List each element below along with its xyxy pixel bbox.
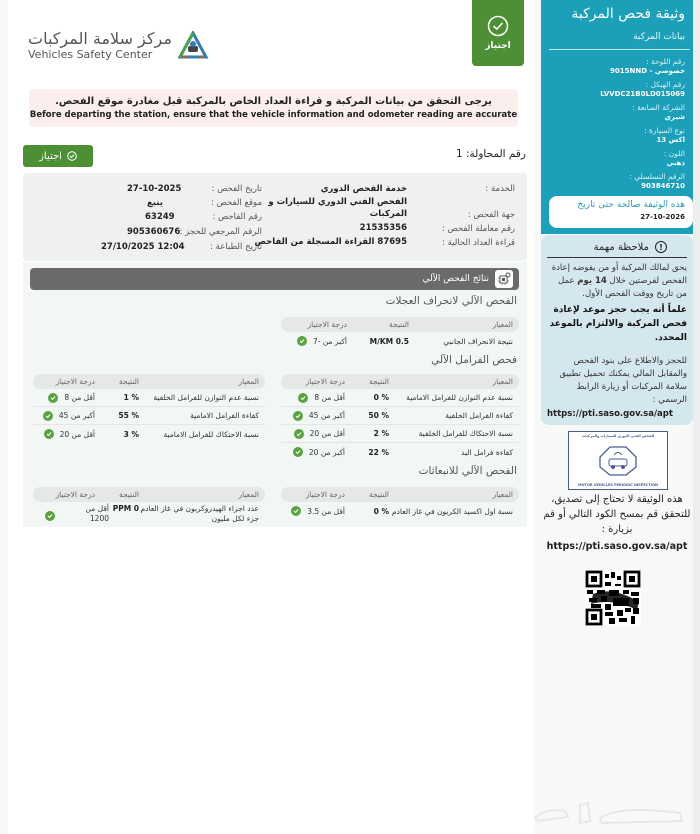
check-icon	[45, 511, 55, 521]
check-icon	[294, 429, 304, 439]
col-criterion: المعيار	[238, 490, 259, 499]
divider	[549, 49, 690, 50]
col-result: النتيجة	[118, 490, 139, 499]
validity-box	[549, 196, 693, 228]
pass-cell: أكبر من -7	[312, 336, 347, 346]
result-cell: % 1	[123, 393, 139, 402]
logo-arabic-text: مركز سلامة المركبات	[28, 29, 172, 48]
emissions-section-title: الفحص الآلي للانبعاثات	[418, 465, 517, 477]
verification-text: هذه الوثيقة لا تحتاج إلى تصديق، للتحقق قم بمسح الكود التالي أو قم بزيارة :	[543, 494, 691, 535]
col-pass: درجة الاجتياز	[305, 490, 345, 499]
vin-label: رقم الهيكل :	[645, 80, 685, 89]
criterion-cell: كفاءة الفرامل الخلفية	[445, 411, 513, 420]
col-criterion: المعيار	[492, 490, 513, 499]
booking-link[interactable]: https://pti.saso.gov.sa/apt	[547, 409, 673, 419]
check-circle-icon	[67, 151, 77, 161]
pass-status-button	[23, 145, 93, 167]
inspector-label: رقم الفاحص :	[212, 212, 262, 222]
service-label: الخدمة :	[485, 184, 515, 194]
criterion-cell: نسبة الاحتكاك للفرامل الخلفية	[418, 429, 513, 438]
results-header-bar	[30, 268, 519, 290]
emissions-table-left	[33, 487, 265, 528]
agency-value-line1: الفحص الفني الدوري للسيارات و	[268, 197, 407, 207]
result-cell: % 22	[368, 447, 389, 457]
plate-field	[610, 57, 685, 76]
result-cell: % 55	[118, 411, 139, 420]
check-icon	[293, 411, 303, 421]
color-value: ذهبي	[666, 159, 685, 167]
criterion-cell: نتيجة الانحراف الجانبي	[443, 336, 513, 346]
automated-results-panel	[23, 262, 527, 527]
result-cell: M/KM 0.5	[369, 336, 409, 346]
color-label: اللون :	[663, 149, 685, 158]
criterion-cell: نسبة الاحتكاك للفرامل الامامية	[163, 429, 259, 439]
check-icon	[297, 336, 307, 346]
manufacturer-label: الشركة الصانعة :	[632, 103, 685, 112]
agency-value-line2: المركبات	[369, 209, 407, 219]
criterion-cell: نسبة عدم التوازن للفرامل الامامية	[406, 393, 513, 402]
col-criterion: المعيار	[238, 377, 259, 386]
warning-english: Before departing the station, ensure that the vehicle information and odometer reading are accurate	[29, 110, 518, 120]
col-result: النتيجة	[388, 320, 409, 329]
pass-cell: أقل من 8	[314, 393, 345, 402]
brakes-section-title: فحص الفرامل الآلي	[431, 354, 517, 366]
check-icon	[43, 411, 53, 421]
info-icon: !	[655, 241, 667, 253]
check-icon	[298, 393, 308, 403]
table-row	[281, 389, 519, 407]
result-cell: PPM 0	[112, 504, 139, 513]
odometer-value: 87695 القراءة المسجلة من الفاحص	[254, 237, 407, 247]
criterion-cell: كفاءة فرامل اليد	[461, 447, 513, 457]
date-value: 27-10-2025	[127, 184, 182, 194]
transaction-label: رقم معاملة الفحص :	[441, 224, 515, 234]
check-circle-icon	[487, 15, 509, 37]
stamp-english-text: MOTOR VEHICLES PERIODIC INSPECTION	[578, 483, 658, 487]
table-row	[281, 332, 519, 350]
alignment-section-title: الفحص الآلي لانحراف العجلات	[385, 295, 517, 307]
validity-text: هذه الوثيقة صالحة حتى تاريخ	[577, 200, 685, 210]
location-value: ينبع	[147, 198, 163, 208]
result-cell: % 0	[373, 506, 389, 516]
agency-label: جهة الفحص :	[467, 210, 515, 220]
brakes-table-left	[33, 374, 265, 443]
serial-label: الرقم التسلسلي :	[629, 172, 685, 181]
col-pass: درجة الاجتياز	[305, 377, 345, 386]
pass-cell: أكبر من 45	[308, 411, 345, 420]
check-icon	[293, 447, 303, 457]
results-title: نتائج الفحص الآلي	[422, 274, 489, 284]
plate-value: خصوصي - 9015NND	[610, 67, 685, 75]
table-row	[33, 389, 265, 407]
qr-code[interactable]	[585, 570, 641, 626]
official-stamp	[568, 431, 668, 490]
vehicle-data-sidebar	[541, 0, 700, 234]
pass-status-badge	[472, 0, 524, 66]
table-row	[33, 425, 265, 443]
transaction-value: 21535356	[359, 223, 407, 233]
vsc-logo-icon	[178, 31, 208, 61]
print-date-value: 12:04 27/10/2025	[101, 242, 185, 252]
table-row	[33, 407, 265, 425]
validity-date: 27-10-2026	[640, 213, 685, 221]
result-cell: % 50	[368, 411, 389, 420]
pass-cell: أقل من 3.5	[307, 506, 345, 516]
vehicle-data-heading: بيانات المركبة	[633, 32, 685, 42]
check-icon	[44, 429, 54, 439]
date-label: تاريخ الفحص :	[211, 184, 262, 194]
manufacturer-value: شيري	[664, 113, 685, 121]
serial-field	[629, 172, 685, 191]
note-title: ملاحظة مهمة	[593, 241, 649, 253]
pass-cell: أكبر من 45	[58, 411, 95, 420]
inspector-value: 63249	[145, 212, 175, 222]
document-title: وثيقة فحص المركبة	[571, 6, 685, 22]
model-value: اكس 13	[656, 136, 685, 144]
stamp-emblem-icon	[598, 445, 638, 477]
page-edge	[693, 0, 700, 834]
col-result: النتيجة	[368, 377, 389, 386]
inspection-info-box	[23, 173, 527, 261]
attempt-number: رقم المحاولة: 1	[455, 148, 526, 160]
table-row	[33, 502, 265, 528]
emissions-table-right	[281, 487, 519, 520]
criterion-cell: نسبة عدم التوازن للفرامل الخلفية	[153, 393, 259, 402]
booking-label: الرقم المرجعي للحجز :	[179, 227, 262, 237]
vin-field	[600, 80, 685, 99]
stamp-arabic-text: الفحص الفني الدوري للسيارات والمركبات	[581, 434, 655, 438]
model-label: نوع السيارة :	[644, 126, 685, 135]
alignment-table	[281, 317, 519, 350]
color-field	[664, 149, 685, 168]
criterion-cell: عدد اجزاء الهيدروكربون في غاز العادم جزء لكل مليون	[140, 504, 259, 523]
pass-cell: أقل من 8	[64, 393, 95, 402]
note-paragraph-2: علماً أنه يجب حجز موعد لإعادة فحص المركبة والالتزام بالموعد المحدد.	[549, 305, 687, 343]
col-result: النتيجة	[368, 490, 389, 499]
service-value: خدمة الفحص الدوري	[320, 184, 407, 194]
col-criterion: المعيار	[492, 320, 513, 329]
pass-cell: أقل من 1200	[85, 504, 109, 523]
table-row	[281, 425, 519, 443]
col-result: النتيجة	[118, 377, 139, 386]
check-icon	[48, 393, 58, 403]
plate-label: رقم اللوحة :	[646, 57, 685, 66]
verification-link[interactable]: https://pti.saso.gov.sa/apt	[546, 541, 688, 552]
logo-english-text: Vehicles Safety Center	[28, 48, 153, 61]
table-row	[281, 443, 519, 461]
pass-status-label: اجتياز	[39, 150, 62, 162]
booking-value: 905360676	[127, 227, 181, 237]
criterion-cell: كفاءة الفرامل الامامية	[190, 411, 259, 420]
result-cell: % 3	[123, 429, 139, 439]
print-date-label: تاريخ الطباعة :	[210, 242, 262, 252]
haraj-watermark	[530, 793, 690, 829]
check-icon	[291, 506, 301, 516]
result-cell: % 0	[373, 393, 389, 402]
warning-arabic: يرجى التحقق من بيانات المركبة و قراءة العداد الخاص بالمركبة قبل مغادرة موقع الفحص.	[55, 96, 492, 107]
table-row	[281, 502, 519, 520]
result-cell: % 2	[373, 429, 389, 438]
pass-cell: أقل من 20	[309, 429, 345, 438]
location-label: موقع الفحص :	[211, 198, 262, 208]
model-field	[644, 126, 685, 145]
chip-gear-icon	[495, 270, 513, 288]
col-pass: درجة الاجتياز	[55, 490, 95, 499]
brakes-table-right	[281, 374, 519, 461]
warning-banner	[29, 89, 518, 127]
vsc-logo	[28, 30, 208, 62]
col-pass: درجة الاجتياز	[55, 377, 95, 386]
pass-cell: أقل من 20	[59, 429, 95, 439]
pass-badge-label: اجتياز	[485, 41, 511, 51]
col-criterion: المعيار	[492, 377, 513, 386]
criterion-cell: نسبة اول اكسيد الكربون في غاز العادم	[391, 506, 513, 516]
col-pass: درجة الاجتياز	[307, 320, 347, 329]
pass-cell: أكبر من 20	[308, 447, 345, 457]
vin-value: LVVDC21B0LD015069	[600, 90, 685, 98]
manufacturer-field	[632, 103, 685, 122]
note-paragraph-1: يحق لمالك المركبة أو من يفوضه إعادة الفحص لفرصتين خلال 14 يوم عمل من تاريخ ووقت الفحص الأول.	[551, 263, 687, 299]
important-note	[541, 235, 693, 425]
note-paragraph-3: للحجز والاطلاع على بنود الفحص والمقابل المالي يمكنك تحميل تطبيق سلامة المركبات أو زيارة الرابط الرسمي :	[559, 356, 687, 405]
odometer-label: قراءة العداد الحالية :	[442, 238, 515, 248]
serial-value: 903846710	[641, 182, 685, 190]
table-row	[281, 407, 519, 425]
